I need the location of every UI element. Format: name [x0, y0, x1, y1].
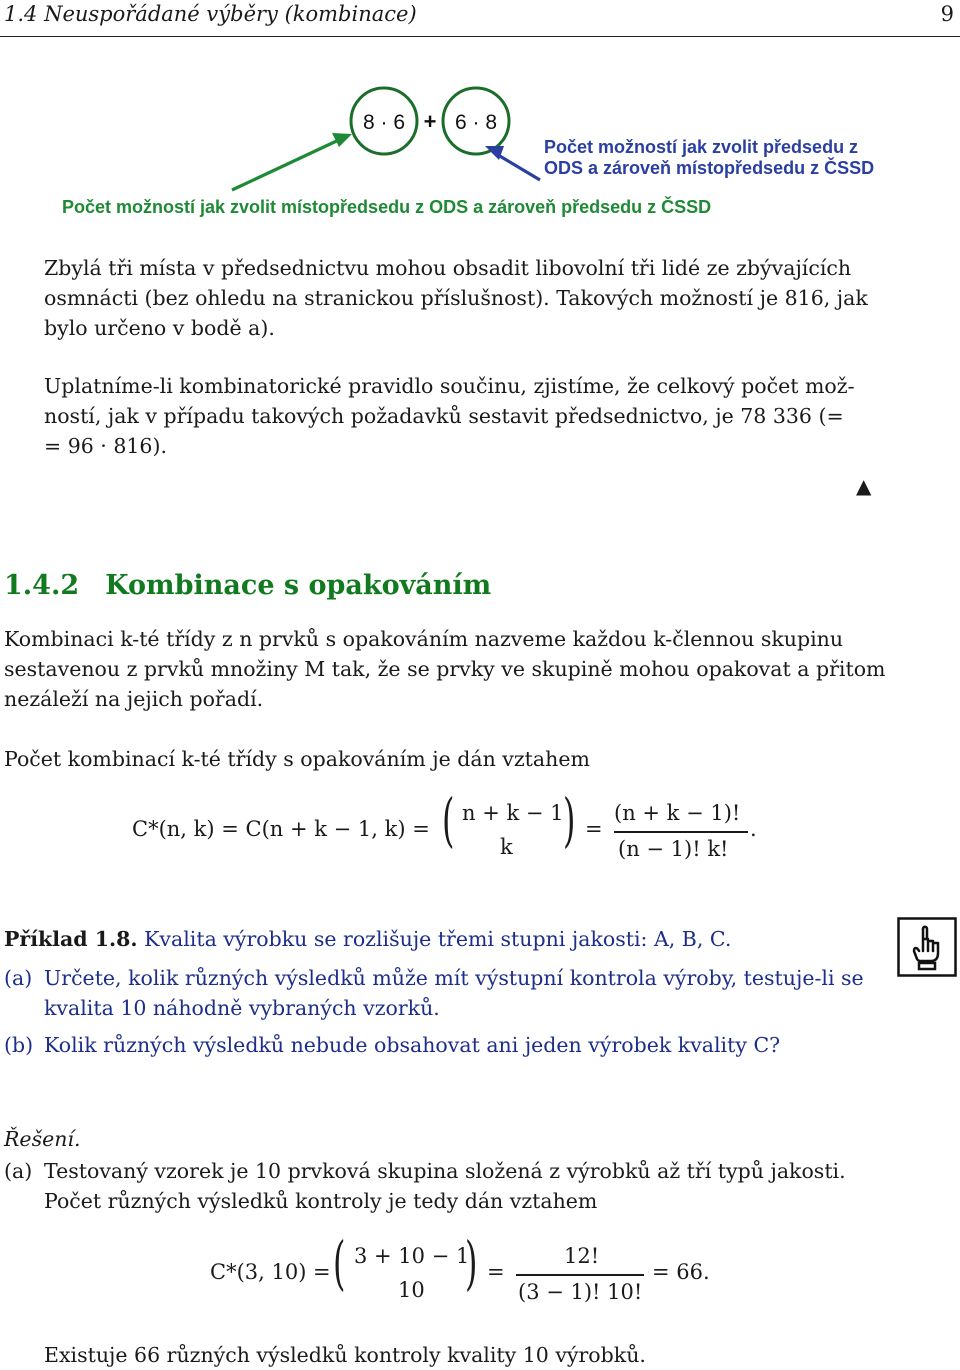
part-a-line1: Určete, kolik různých výsledků může mít výstupní kontrola výroby, testuje-li se [44, 966, 864, 990]
formula2-equals: = [487, 1260, 505, 1284]
formula2-fraction-denominator: (3 − 1)! 10! [518, 1280, 643, 1304]
pointing-hand-icon [897, 917, 957, 977]
left-circle-text: 8 · 6 [362, 111, 406, 134]
plus-sign: + [423, 109, 437, 134]
part-label: (b) [4, 1033, 34, 1057]
paragraph-line: Kombinaci k-té třídy z n prvků s opakováním nazveme každou k-člennou skupinu [4, 627, 844, 651]
section-title: Kombinace s opakováním [105, 570, 492, 601]
formula1-equals: = [585, 817, 603, 841]
formula1-fraction-denominator: (n − 1)! k! [618, 837, 729, 861]
example-statement [4, 924, 731, 954]
paragraph-line: bylo určeno v bodě a). [44, 316, 275, 340]
formula2-result: = 66. [652, 1260, 710, 1284]
formula2-left-paren: ( [333, 1229, 346, 1297]
diagram [0, 80, 960, 230]
paragraph-line: nezáleží na jejich pořadí. [4, 687, 264, 711]
right-circle-text: 6 · 8 [454, 111, 498, 134]
section-number: 1.4.2 [4, 570, 80, 601]
running-header-section: 1.4 Neuspořádané výběry (kombinace) [4, 2, 417, 26]
paragraph-line: Zbylá tři místa v předsednictvu mohou obsadit libovolní tři lidé ze zbývajících [44, 256, 852, 280]
formula2-binom-bottom: 10 [398, 1278, 425, 1302]
solution-a-line2: Počet různých výsledků kontroly je tedy dán vztahem [44, 1189, 598, 1213]
formula2-binom-top: 3 + 10 − 1 [354, 1244, 470, 1268]
example-label: Příklad 1.8. [4, 927, 138, 951]
formula1-fraction-numerator: (n + k − 1)! [614, 801, 741, 825]
paragraph-line: ností, jak v případu takových požadavků sestavit předsednictvo, je 78 336 (= [44, 404, 844, 428]
left-arrow [232, 138, 343, 190]
part-label: (a) [4, 966, 33, 990]
formula2-lhs: C*(3, 10) = [210, 1260, 331, 1284]
part-a-line2: kvalita 10 náhodně vybraných vzorků. [44, 996, 440, 1020]
formula2-fraction-bar [516, 1274, 644, 1276]
section-heading [4, 570, 491, 601]
formula-example-result [0, 1229, 960, 1318]
formula1-right-paren: ) [563, 786, 576, 854]
formula1-lhs: C*(n, k) = C(n + k − 1, k) = [132, 817, 430, 841]
example-text: Kvalita výrobku se rozlišuje třemi stupni jakosti: A, B, C. [144, 927, 732, 951]
right-label-line1: Počet možností jak zvolit předsedu z [544, 137, 859, 157]
formula2-fraction-numerator: 12! [564, 1244, 600, 1268]
solution-a-line1: Testovaný vzorek je 10 prvková skupina složená z výrobků až tří typů jakosti. [44, 1159, 846, 1183]
part-b-text: Kolik různých výsledků nebude obsahovat ani jeden výrobek kvality C? [44, 1033, 781, 1057]
solution-label: Řešení. [4, 1127, 81, 1151]
left-label: Počet možností jak zvolit místopředsedu z ODS a zároveň předsedu z ČSSD [62, 197, 712, 217]
formula1-fraction-bar [614, 831, 748, 833]
formula1-end: . [750, 817, 757, 841]
count-intro: Počet kombinací k-té třídy s opakováním je dán vztahem [4, 747, 590, 771]
page-number: 9 [940, 2, 954, 26]
paragraph-line: = 96 · 816). [44, 434, 167, 458]
conclusion: Existuje 66 různých výsledků kontroly kvality 10 výrobků. [44, 1343, 646, 1367]
paragraph-line: Uplatníme-li kombinatorické pravidlo součinu, zjistíme, že celkový počet mož- [44, 374, 855, 398]
formula1-binom-bottom: k [500, 835, 513, 859]
part-label: (a) [4, 1159, 33, 1183]
formula-combinations-with-repetition [0, 786, 960, 875]
paragraph-line: sestavenou z prvků množiny M tak, že se prvky ve skupině mohou opakovat a přitom [4, 657, 886, 681]
formula1-left-paren: ( [442, 786, 455, 854]
formula1-binom-top: n + k − 1 [462, 801, 564, 825]
paragraph-line: osmnácti (bez ohledu na stranickou příslušnost). Takových možností je 816, jak [44, 286, 868, 310]
right-label-line2: ODS a zároveň místopředsedu z ČSSD [544, 158, 875, 178]
header-rule [0, 36, 960, 37]
formula2-right-paren: ) [465, 1229, 478, 1297]
end-of-example-mark: ▲ [856, 474, 872, 498]
